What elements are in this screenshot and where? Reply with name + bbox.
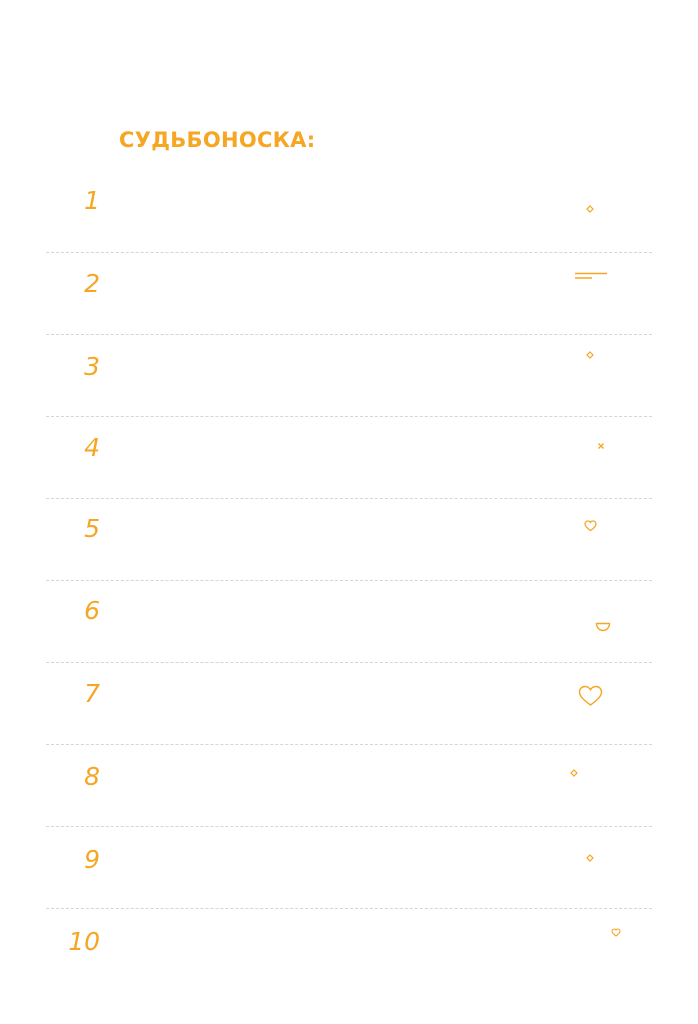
page-title: СУДЬБОНОСКА:: [119, 128, 316, 152]
half-circle-icon: [595, 622, 611, 632]
list-item: [0, 744, 698, 826]
list-item-number: 3: [84, 352, 100, 381]
list-item: [0, 580, 698, 662]
list-item-number: 2: [84, 269, 100, 298]
list-item: [0, 498, 698, 580]
list-item-number: 10: [68, 927, 100, 956]
diamond-icon: [586, 205, 594, 213]
list-item: [0, 252, 698, 334]
list-item-number: 8: [84, 762, 100, 791]
list-item: [0, 826, 698, 908]
list-item: [0, 170, 698, 252]
list-item-number: 5: [84, 514, 100, 543]
heart-icon: [584, 520, 597, 532]
list-item-number: 7: [84, 679, 100, 708]
diamond-icon: [586, 351, 594, 359]
list-item: [0, 908, 698, 990]
heart-icon: [578, 685, 603, 707]
list-item-number: 1: [84, 186, 100, 215]
list-item-number: 6: [84, 596, 100, 625]
heart-icon: [611, 928, 621, 937]
lines-icon: [574, 271, 608, 281]
diamond-icon: [586, 854, 594, 862]
list-item: [0, 416, 698, 498]
list-item-number: 4: [84, 433, 100, 462]
diamond-icon: [570, 769, 578, 777]
list-item: [0, 334, 698, 416]
list-item-number: 9: [84, 845, 100, 874]
cross-icon: [597, 442, 605, 450]
list-item: [0, 662, 698, 744]
